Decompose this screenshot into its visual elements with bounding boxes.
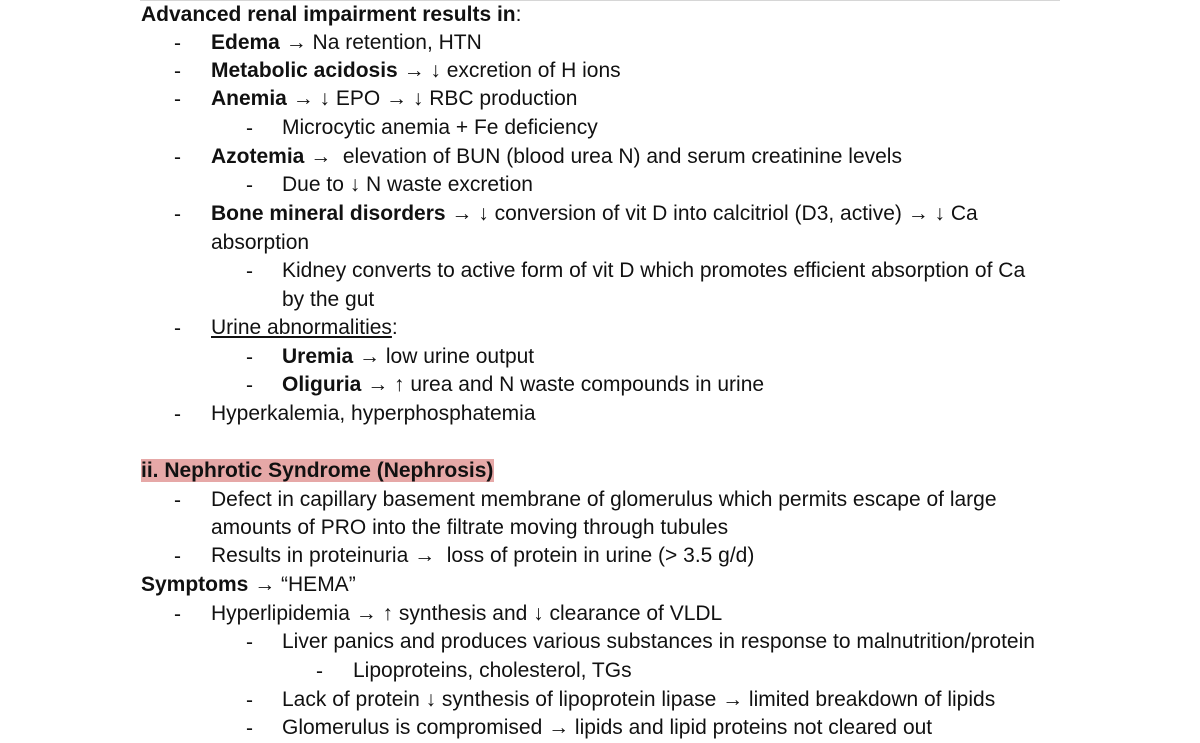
term-anemia: Anemia (211, 87, 287, 110)
sub-item-azotemia: Due to ↓ N waste excretion (282, 173, 533, 196)
sub-item-uremia (282, 342, 534, 371)
list-item-bone-cont: absorption (211, 231, 310, 254)
sub-item-anemia: Microcytic anemia + Fe deficiency (282, 116, 598, 139)
sub-item-oliguria (282, 370, 764, 399)
list-item-defect-line2: amounts of PRO into the filtrate moving through tubules (211, 516, 729, 539)
bullet-dash: - (174, 32, 181, 55)
sub-item-liver: Liver panics and produces various substances in response to malnutrition/protein (282, 630, 1035, 653)
bullet-dash: - (246, 689, 253, 712)
text-edema: → Na retention, HTN (279, 31, 482, 54)
text-oliguria: → ↑ urea and N waste compounds in urine (361, 373, 765, 396)
bullet-dash: - (246, 717, 253, 740)
heading-colon: : (515, 3, 522, 26)
term-azotemia: Azotemia (211, 145, 305, 168)
list-item-bone (211, 199, 978, 228)
bullet-dash: - (246, 117, 253, 140)
bullet-dash: - (246, 631, 253, 654)
list-item-acidosis (211, 56, 621, 85)
list-item-hyperlipidemia: Hyperlipidemia → ↑ synthesis and ↓ clearance of VLDL (211, 602, 723, 625)
list-item-defect-line1: Defect in capillary basement membrane of glomerulus which permits escape of large (211, 488, 997, 511)
list-item-anemia (211, 84, 577, 113)
list-item-proteinuria: Results in proteinuria → loss of protein in urine (> 3.5 g/d) (211, 544, 755, 567)
urine-label: Urine abnormalities (211, 316, 392, 339)
term-acidosis: Metabolic acidosis (211, 59, 398, 82)
sub-item-bone-line1: Kidney converts to active form of vit D which promotes efficient absorption of Ca (282, 259, 1026, 282)
bullet-dash: - (174, 489, 181, 512)
heading-title: Advanced renal impairment results in (141, 3, 516, 26)
bullet-dash: - (246, 174, 253, 197)
sub-item-bone-line2: by the gut (282, 288, 375, 311)
term-bone: Bone mineral disorders (211, 202, 446, 225)
sub-sub-item-lipoproteins: Lipoproteins, cholesterol, TGs (353, 659, 632, 682)
bullet-dash: - (174, 603, 181, 626)
bullet-dash: - (246, 346, 253, 369)
urine-colon: : (391, 316, 398, 339)
bullet-dash: - (174, 317, 181, 340)
section-heading (141, 0, 521, 29)
list-item-hyperkalemia: Hyperkalemia, hyperphosphatemia (211, 402, 536, 425)
bullet-dash: - (246, 374, 253, 397)
bullet-dash: - (316, 660, 323, 683)
text-azotemia: → elevation of BUN (blood urea N) and serum creatinine levels (304, 145, 902, 168)
bullet-dash: - (174, 88, 181, 111)
bullet-dash: - (174, 403, 181, 426)
sub-item-glomerulus: Glomerulus is compromised → lipids and lipid proteins not cleared out (282, 716, 933, 739)
term-oliguria: Oliguria (282, 373, 362, 396)
bullet-dash: - (174, 60, 181, 83)
bullet-dash: - (246, 260, 253, 283)
text-acidosis: → ↓ excretion of H ions (397, 59, 621, 82)
term-uremia: Uremia (282, 345, 354, 368)
bullet-dash: - (174, 146, 181, 169)
text-uremia: → low urine output (353, 345, 535, 368)
symptoms-rest: → “HEMA” (248, 573, 356, 596)
symptoms-heading (141, 570, 356, 599)
bullet-dash: - (174, 203, 181, 226)
symptoms-label: Symptoms (141, 573, 249, 596)
nephrotic-heading (141, 456, 494, 485)
term-edema: Edema (211, 31, 280, 54)
text-anemia: → ↓ EPO → ↓ RBC production (286, 87, 578, 110)
nephrotic-title: ii. Nephrotic Syndrome (Nephrosis) (141, 459, 494, 482)
sub-item-lack-protein: Lack of protein ↓ synthesis of lipoprotein lipase → limited breakdown of lipids (282, 688, 996, 711)
bullet-dash: - (174, 545, 181, 568)
list-item-azotemia (211, 142, 902, 171)
list-item-urine (211, 313, 398, 342)
text-bone: → ↓ conversion of vit D into calcitriol (D3, active) → ↓ Ca (445, 202, 978, 225)
list-item-edema (211, 28, 482, 57)
